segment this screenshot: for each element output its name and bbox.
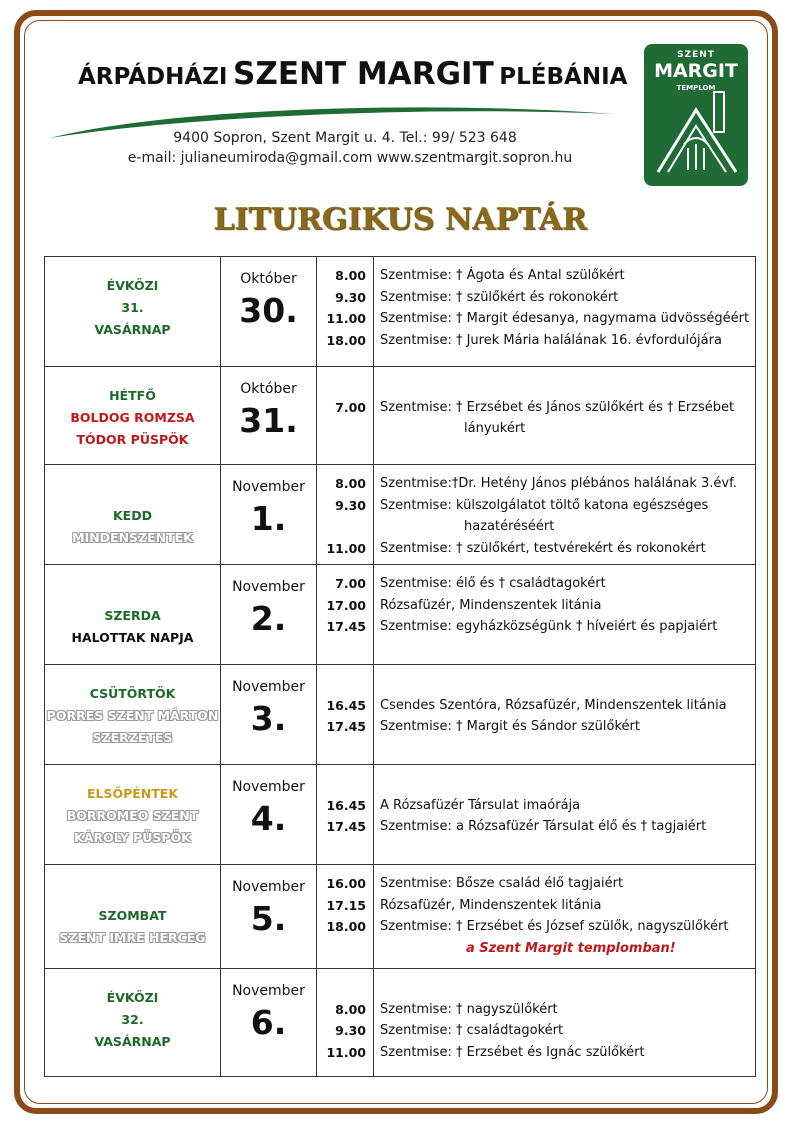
mass-time: 9.30	[335, 497, 366, 513]
mass-intention: Szentmise: † Ágota és Antal szülőkért	[380, 268, 625, 283]
times-cell	[317, 257, 374, 367]
times-cell	[317, 865, 374, 969]
mass-time: 16.00	[326, 876, 366, 891]
title-suffix: PLÉBÁNIA	[499, 64, 628, 90]
day-label-cell	[45, 465, 221, 565]
mass-time	[317, 418, 373, 440]
location-note: a Szent Margit templomban!	[466, 940, 676, 956]
day-label-cell	[45, 257, 221, 367]
intentions-cell	[374, 367, 756, 465]
day-label-line: SZOMBAT	[98, 908, 167, 923]
mass-intention: Szentmise: † Margit és Sándor szülőkért	[380, 719, 640, 734]
date-cell	[221, 257, 317, 367]
mass-intention: A Rózsafüzér Társulat imaórája	[380, 797, 581, 813]
calendar-row	[45, 865, 756, 969]
logo-line3: TEMPLOM	[676, 84, 716, 92]
day-label-cell	[45, 865, 221, 969]
day-number: 1.	[250, 499, 287, 538]
day-number: 2.	[250, 599, 287, 638]
day-label-line: KÁROLY PÜSPÖK	[74, 830, 191, 845]
day-label-line: TÓDOR PÜSPÖK	[76, 432, 189, 447]
page-heading: LITURGIKUS NAPTÁR	[213, 202, 587, 237]
month-label: November	[232, 779, 305, 795]
month-label: November	[232, 983, 305, 999]
mass-intention: Szentmise: † szülőkért és rokonokért	[380, 289, 619, 305]
month-label: November	[232, 679, 305, 695]
mass-intention: Szentmise:†Dr. Hetény János plébános halálának 3.évf.	[380, 476, 737, 491]
mass-time	[317, 938, 373, 960]
mass-time	[317, 375, 373, 397]
mass-intention: Csendes Szentóra, Rózsafüzér, Mindenszentek litánia	[380, 697, 727, 713]
date-cell	[221, 565, 317, 665]
times-cell	[317, 565, 374, 665]
mass-intention	[374, 673, 755, 695]
mass-intention: Szentmise: † nagyszülőkért	[380, 1001, 558, 1017]
address-line: 9400 Sopron, Szent Margit u. 4. Tel.: 99/ 523 648	[173, 130, 517, 146]
mass-intention: Szentmise: külszolgálatot töltő katona egészséges	[380, 497, 709, 513]
calendar-row	[45, 969, 756, 1077]
month-label: Október	[240, 381, 297, 397]
mass-intention: Szentmise: † Erzsébet és János szülőkért és † Erzsébet	[380, 399, 735, 415]
intentions-cell	[374, 465, 756, 565]
intentions-cell	[374, 765, 756, 865]
mass-intention: Szentmise: † szülőkért, testvérekért és rokonokért	[380, 540, 706, 556]
day-label-line	[45, 883, 220, 905]
logo-line2: MARGIT	[654, 60, 738, 82]
month-label: Október	[240, 271, 297, 287]
intentions-cell	[374, 565, 756, 665]
month-label: November	[232, 479, 305, 495]
day-label-line: VASÁRNAP	[94, 322, 171, 337]
day-label-line: SZERZETES	[92, 730, 173, 745]
times-cell	[317, 665, 374, 765]
day-label-line: BORROMEO SZENT	[66, 808, 199, 823]
day-number: 31.	[239, 401, 298, 440]
mass-time	[317, 516, 373, 538]
day-label-line: ÉVKÖZI	[106, 278, 159, 293]
mass-time: 18.00	[326, 332, 366, 348]
date-cell	[221, 969, 317, 1077]
mass-time: 17.15	[326, 897, 366, 913]
day-label-line: SZENT IMRE HERCEG	[59, 930, 206, 945]
intentions-cell	[374, 865, 756, 969]
mass-time: 16.45	[326, 797, 366, 813]
date-cell	[221, 865, 317, 969]
title-prefix: ÁRPÁDHÁZI	[78, 64, 228, 90]
mass-time: 16.45	[326, 697, 366, 713]
contact-line: e-mail: julianeumiroda@gmail.com www.szentmargit.sopron.hu	[127, 150, 573, 166]
date-cell	[221, 665, 317, 765]
intentions-cell	[374, 257, 756, 367]
mass-intention	[374, 375, 755, 397]
logo-line1: SZENT	[677, 50, 715, 60]
mass-intention	[374, 977, 755, 999]
date-cell	[221, 367, 317, 465]
mass-intention: Szentmise: † Margit édesanya, nagymama üdvösségéért	[380, 311, 750, 326]
times-cell	[317, 367, 374, 465]
month-label: November	[232, 579, 305, 595]
day-label-cell	[45, 565, 221, 665]
mass-intention: Szentmise: egyházközségünk † híveiért és papjaiért	[380, 619, 718, 634]
day-label-line: PORRES SZENT MÁRTON	[46, 708, 219, 723]
parish-title	[78, 56, 627, 92]
mass-time: 11.00	[326, 1044, 366, 1060]
mass-time: 8.00	[335, 476, 366, 491]
day-label-line: BOLDOG ROMZSA	[70, 410, 195, 425]
day-label-line: MINDENSZENTEK	[72, 530, 193, 545]
times-cell	[317, 765, 374, 865]
day-label-line: VASÁRNAP	[94, 1034, 171, 1049]
calendar-row	[45, 367, 756, 465]
mass-time: 7.00	[335, 576, 366, 591]
mass-time: 8.00	[335, 268, 366, 283]
calendar-row	[45, 665, 756, 765]
mass-intention: Rózsafüzér, Mindenszentek litánia	[380, 597, 602, 613]
mass-time: 17.45	[326, 819, 366, 834]
day-number: 4.	[250, 799, 287, 838]
mass-intention: hazatéréséért	[464, 519, 555, 534]
month-label: November	[232, 879, 305, 895]
day-label-line: 31.	[121, 300, 144, 315]
day-label-line: SZERDA	[104, 608, 161, 623]
liturgical-calendar-table	[44, 256, 756, 1077]
day-label-line	[45, 483, 220, 505]
mass-intention: Szentmise: a Rózsafüzér Társulat élő és † tagjaiért	[380, 819, 707, 834]
calendar-row	[45, 465, 756, 565]
day-label-line: ELSŐPÉNTEK	[86, 786, 179, 801]
mass-intention: Szentmise: † Erzsébet és József szülők, nagyszülőkért	[380, 919, 729, 934]
date-cell	[221, 765, 317, 865]
mass-intention: Szentmise: Bősze család élő tagjaiért	[380, 876, 624, 891]
intentions-cell	[374, 969, 756, 1077]
mass-time	[317, 977, 373, 999]
mass-time: 8.00	[335, 1001, 366, 1017]
mass-time: 7.00	[335, 399, 366, 415]
calendar-row	[45, 257, 756, 367]
mass-time: 11.00	[326, 311, 366, 326]
intentions-cell	[374, 665, 756, 765]
calendar-row	[45, 565, 756, 665]
mass-time: 9.30	[335, 1023, 366, 1038]
date-cell	[221, 465, 317, 565]
day-label-line	[45, 583, 220, 605]
day-number: 5.	[250, 899, 287, 938]
mass-time: 18.00	[326, 919, 366, 934]
times-cell	[317, 969, 374, 1077]
mass-time: 11.00	[326, 540, 366, 556]
mass-time: 9.30	[335, 289, 366, 305]
mass-intention: Szentmise: élő és † családtagokért	[380, 576, 606, 591]
mass-intention: Rózsafüzér, Mindenszentek litánia	[380, 897, 602, 913]
mass-time	[317, 673, 373, 695]
day-label-line: 32.	[121, 1012, 144, 1027]
day-label-cell	[45, 969, 221, 1077]
day-label-line: ÉVKÖZI	[106, 990, 159, 1005]
mass-intention: lányukért	[464, 421, 526, 436]
church-icon	[644, 44, 748, 186]
calendar-row	[45, 765, 756, 865]
mass-time	[317, 773, 373, 795]
times-cell	[317, 465, 374, 565]
day-number: 30.	[239, 291, 298, 330]
day-label-cell	[45, 367, 221, 465]
day-label-line: HÉTFŐ	[109, 388, 156, 403]
mass-intention	[374, 773, 755, 795]
day-number: 6.	[250, 1003, 287, 1042]
day-label-line: CSÜTÖRTÖK	[89, 686, 176, 701]
title-main: SZENT MARGIT	[233, 56, 494, 92]
mass-intention: Szentmise: † családtagokért	[380, 1023, 564, 1038]
mass-intention: Szentmise: † Erzsébet és Ignác szülőkért	[380, 1044, 645, 1060]
mass-time: 17.00	[326, 597, 366, 613]
church-logo	[644, 44, 748, 186]
day-number: 3.	[250, 699, 287, 738]
mass-intention: Szentmise: † Jurek Mária halálának 16. évfordulójára	[380, 332, 722, 348]
day-label-line: KEDD	[113, 508, 152, 523]
mass-time: 17.45	[326, 719, 366, 734]
mass-time: 17.45	[326, 619, 366, 634]
day-label-cell	[45, 665, 221, 765]
day-label-line: HALOTTAK NAPJA	[71, 630, 194, 645]
day-label-cell	[45, 765, 221, 865]
